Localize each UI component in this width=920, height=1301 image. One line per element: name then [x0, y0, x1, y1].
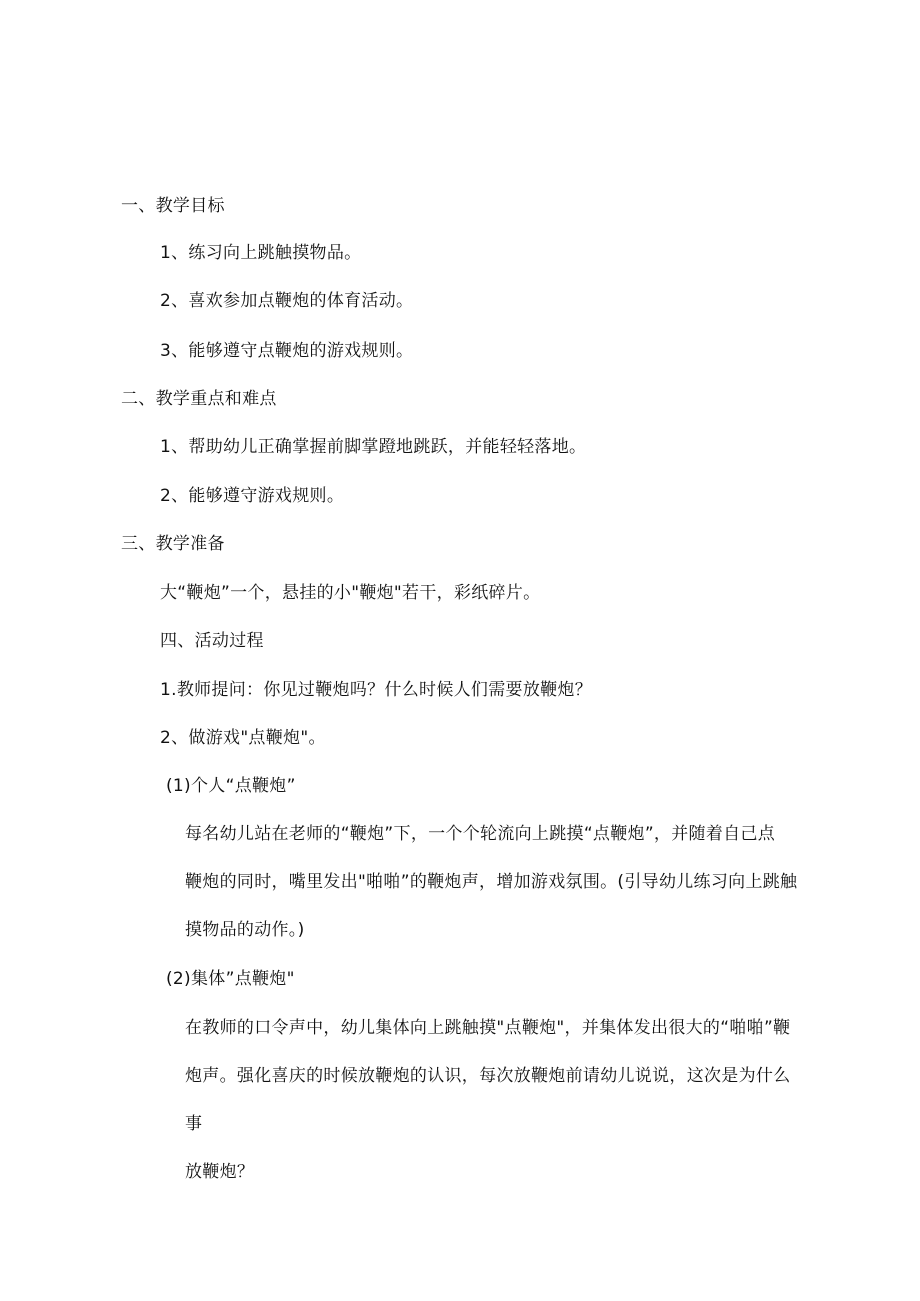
key-point-item-1: 1、帮助幼儿正确掌握前脚掌蹬地跳跃，并能轻轻落地。	[160, 437, 587, 457]
key-point-item-2: 2、能够遵守游戏规则。	[160, 486, 345, 506]
section-1-heading: 一、教学目标	[121, 196, 225, 216]
process-step-1: 1.教师提问：你见过鞭炮吗？什么时候人们需要放鞭炮？	[160, 680, 593, 700]
activity-1-line-1: 每名幼儿站在老师的“鞭炮”下，一个个轮流向上跳摸“点鞭炮”，并随着自己点	[185, 824, 776, 844]
activity-1-line-2: 鞭炮的同时，嘴里发出"啪啪”的鞭炮声，增加游戏氛围。(引导幼儿练习向上跳触	[185, 872, 798, 892]
activity-2-line-2: 炮声。强化喜庆的时候放鞭炮的认识，每次放鞭炮前请幼儿说说，这次是为什么事	[185, 1066, 791, 1134]
preparation-text: 大“鞭炮”一个，悬挂的小"鞭炮"若干，彩纸碎片。	[160, 583, 541, 603]
activity-2-paragraph	[185, 1004, 805, 1196]
activity-1-heading: (1)个人“点鞭炮”	[166, 776, 296, 796]
activity-2-line-1: 在教师的口令声中，幼儿集体向上跳触摸"点鞭炮"，并集体发出很大的“啪啪”鞭	[185, 1018, 791, 1038]
activity-1-paragraph	[185, 810, 805, 954]
process-step-2: 2、做游戏"点鞭炮"。	[160, 728, 326, 748]
activity-2-line-3: 放鞭炮？	[185, 1162, 255, 1182]
section-2-heading: 二、教学重点和难点	[121, 389, 277, 409]
goal-item-3: 3、能够遵守点鞭炮的游戏规则。	[160, 341, 414, 361]
section-4-heading: 四、活动过程	[160, 631, 264, 651]
activity-2-heading: (2)集体”点鞭炮"	[166, 969, 295, 989]
activity-1-line-3: 摸物品的动作。)	[185, 920, 305, 940]
section-3-heading: 三、教学准备	[121, 534, 225, 554]
goal-item-1: 1、练习向上跳触摸物品。	[160, 243, 362, 263]
goal-item-2: 2、喜欢参加点鞭炮的体育活动。	[160, 291, 414, 311]
